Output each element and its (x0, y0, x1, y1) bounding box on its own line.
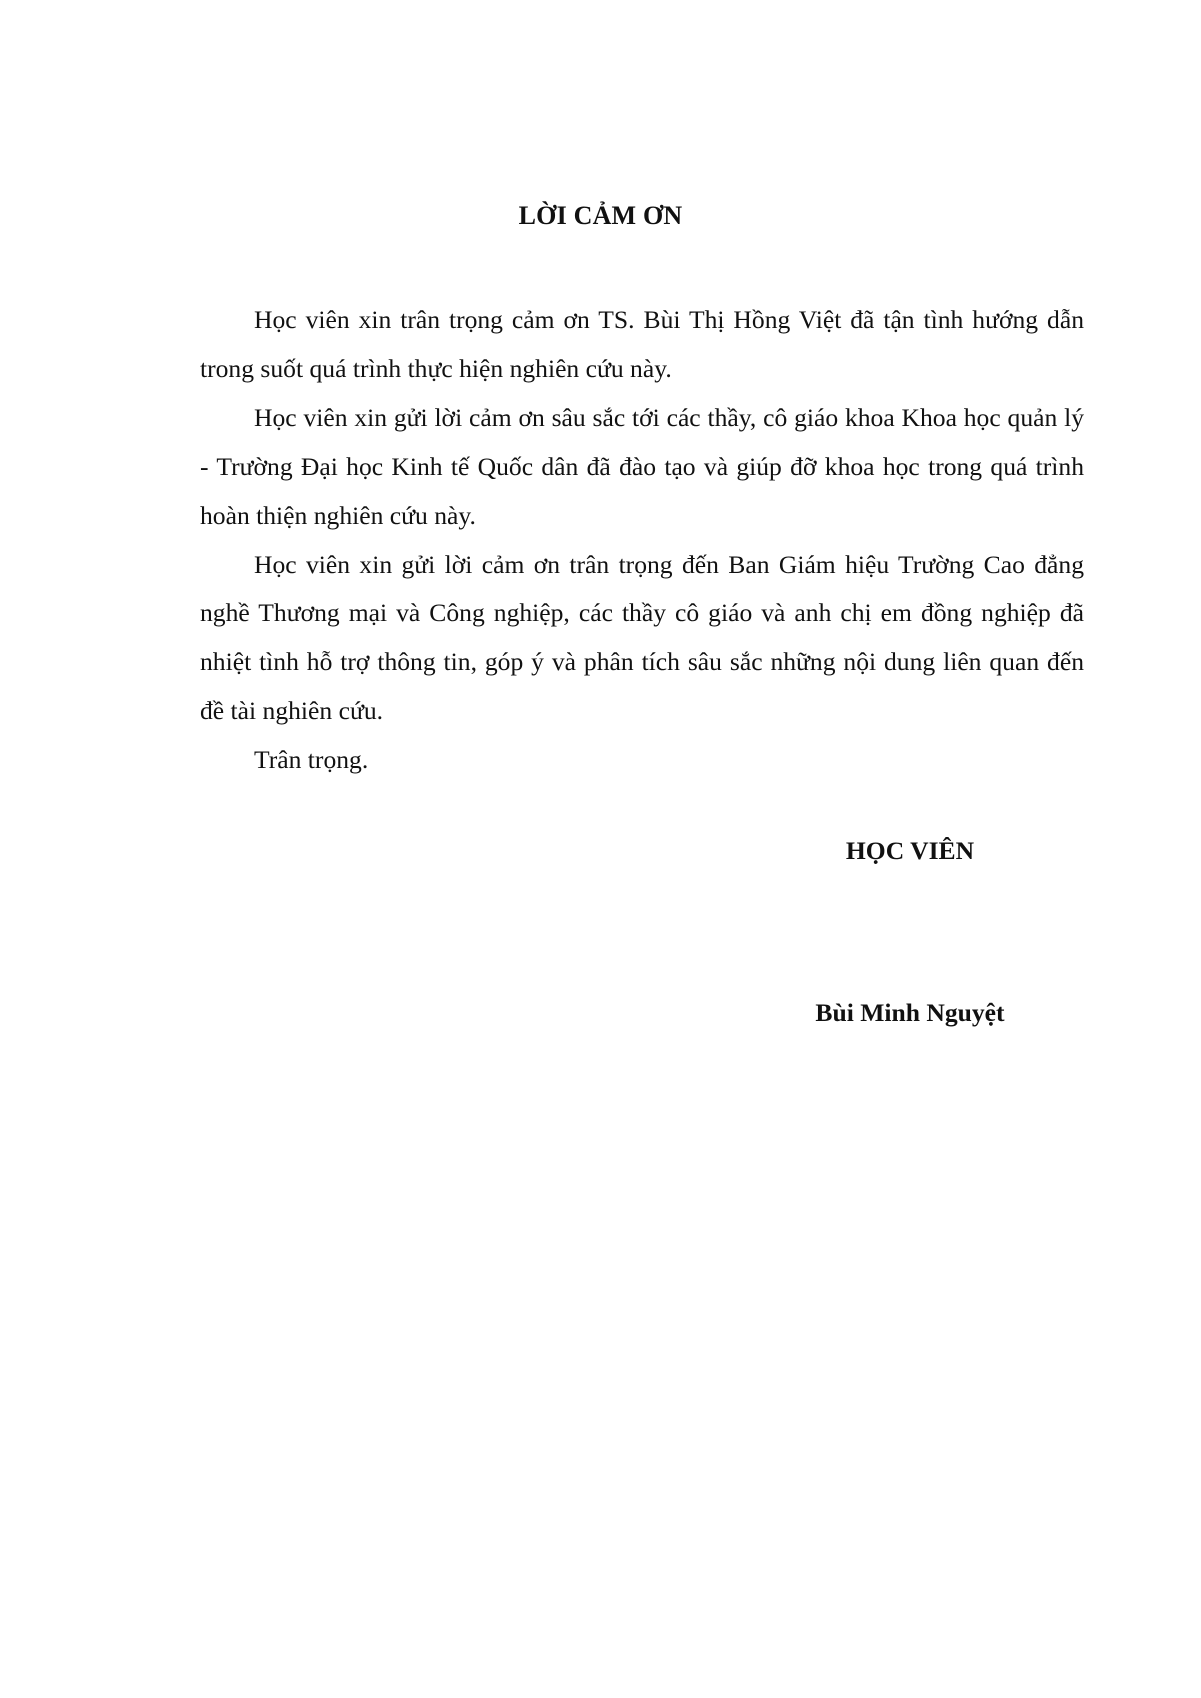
paragraph-closing: Trân trọng. (254, 745, 369, 775)
acknowledgement-body (200, 296, 1084, 785)
signoff-name: Bùi Minh Nguyệt (815, 998, 1005, 1027)
paragraph-supervisor: Học viên xin trân trọng cảm ơn TS. Bùi Thị Hồng Việt đã tận tình hướng dẫn trong suốt quá trình thực hiện nghiên cứu này. (200, 305, 1084, 383)
paragraph-faculty: Học viên xin gửi lời cảm ơn sâu sắc tới các thầy, cô giáo khoa Khoa học quản lý - Trường Đại học Kinh tế Quốc dân đã đào tạo và giúp đỡ khoa học trong quá trình hoàn thiện nghiên cứu này. (200, 402, 1084, 530)
page-title: LỜI CẢM ƠN (518, 201, 683, 230)
paragraph-colleagues: Học viên xin gửi lời cảm ơn trân trọng đến Ban Giám hiệu Trường Cao đẳng nghề Thương mại và Công nghiệp, các thầy cô giáo và anh chị em đồng nghiệp đã nhiệt tình hỗ trợ thông tin, góp ý và phân tích sâu sắc những nội dung liên quan đến đề tài nghiên cứu. (200, 549, 1084, 726)
signoff-role: HỌC VIÊN (845, 836, 975, 865)
